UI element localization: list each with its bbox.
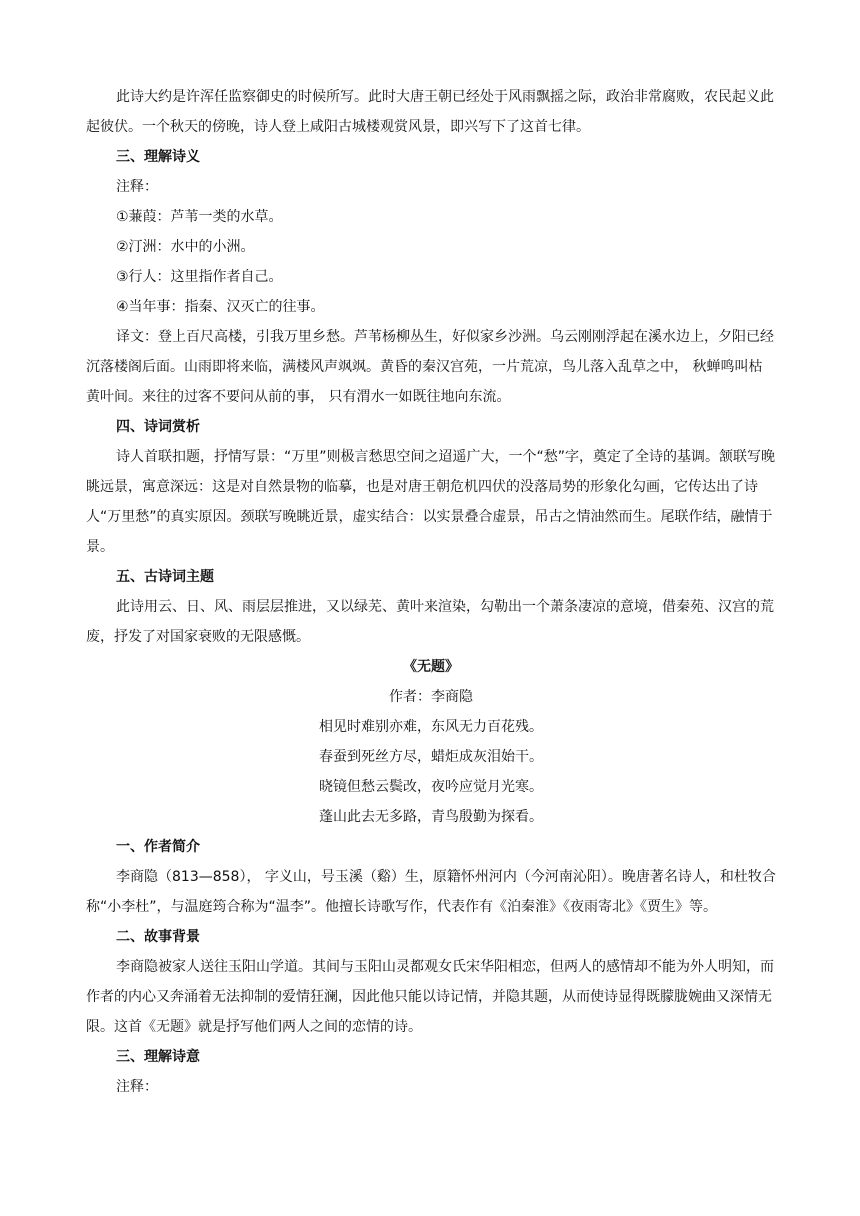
section-heading-appreciation: 四、诗词赏析	[116, 419, 200, 435]
poem-line: 晓镜但愁云鬓改，夜吟应觉月光寒。	[319, 779, 543, 795]
note-item: ①蒹葭：芦苇一类的水草。	[116, 209, 283, 225]
theme-paragraph: 此诗用云、日、风、雨层层推进，又以绿芜、黄叶来渲染，勾勒出一个萧条凄凉的意境，借秦苑、汉宫的荒废，抒发了对国家衰败的无限感慨。	[86, 599, 774, 645]
appreciation-paragraph: 诗人首联扣题，抒情写景：“万里”则极言愁思空间之迢遥广大，一个“愁”字，奠定了全诗的基调。颔联写晚眺远景，寓意深远：这是对自然景物的临摹，也是对唐王朝危机四伏的没落局势的形象化勾画，它传达出了诗人“万里愁”的真实原因。颈联写晚眺近景，虚实结合：以实景叠合虚景，吊古之情油然而生。尾联作结，融情于景。	[86, 449, 776, 555]
section-heading-understand-2: 三、理解诗意	[116, 1049, 200, 1065]
poem-title: 《无题》	[403, 659, 459, 675]
notes-label: 注释：	[116, 179, 158, 195]
notes-label-2: 注释：	[116, 1079, 158, 1095]
author-intro-paragraph: 李商隐（813—858）， 字义山，号玉溪（谿）生，原籍怀州河内（今河南沁阳）。晚唐著名诗人，和杜牧合称“小李杜”，与温庭筠合称为“温李”。他擅长诗歌写作，代表作有《泊秦淮》《夜雨寄北》《贾生》等。	[86, 869, 776, 915]
document-body	[86, 82, 776, 1102]
section-heading-understand: 三、理解诗义	[116, 149, 200, 165]
poem-author: 作者：李商隐	[389, 689, 473, 705]
background-paragraph: 此诗大约是许浑任监察御史的时候所写。此时大唐王朝已经处于风雨飘摇之际，政治非常腐败，农民起义此起彼伏。一个秋天的傍晚，诗人登上咸阳古城楼观赏风景，即兴写下了这首七律。	[86, 89, 774, 135]
note-item: ④当年事：指秦、汉灭亡的往事。	[116, 299, 325, 315]
note-item: ③行人：这里指作者自己。	[116, 269, 283, 285]
section-heading-theme: 五、古诗词主题	[116, 569, 214, 585]
note-item: ②汀洲：水中的小洲。	[116, 239, 255, 255]
section-heading-story: 二、故事背景	[116, 929, 200, 945]
translation-paragraph: 译文：登上百尺高楼，引我万里乡愁。芦苇杨柳丛生，好似家乡沙洲。乌云刚刚浮起在溪水边上，夕阳已经沉落楼阁后面。山雨即将来临，满楼风声飒飒。黄昏的秦汉宫苑，一片荒凉，鸟儿落入乱草之中， 秋蝉鸣叫枯黄叶间。来往的过客不要问从前的事， 只有渭水一如既往地向东流。	[86, 329, 774, 405]
story-paragraph: 李商隐被家人送往玉阳山学道。其间与玉阳山灵都观女氏宋华阳相恋，但两人的感情却不能为外人明知，而作者的内心又奔涌着无法抑制的爱情狂澜，因此他只能以诗记情，并隐其题，从而使诗显得既朦胧婉曲又深情无限。这首《无题》就是抒写他们两人之间的恋情的诗。	[86, 959, 774, 1035]
section-heading-author: 一、作者简介	[116, 839, 200, 855]
poem-line: 相见时难别亦难，东风无力百花残。	[319, 719, 543, 735]
poem-line: 蓬山此去无多路，青鸟殷勤为探看。	[319, 809, 543, 825]
poem-line: 春蚕到死丝方尽，蜡炬成灰泪始干。	[319, 749, 543, 765]
